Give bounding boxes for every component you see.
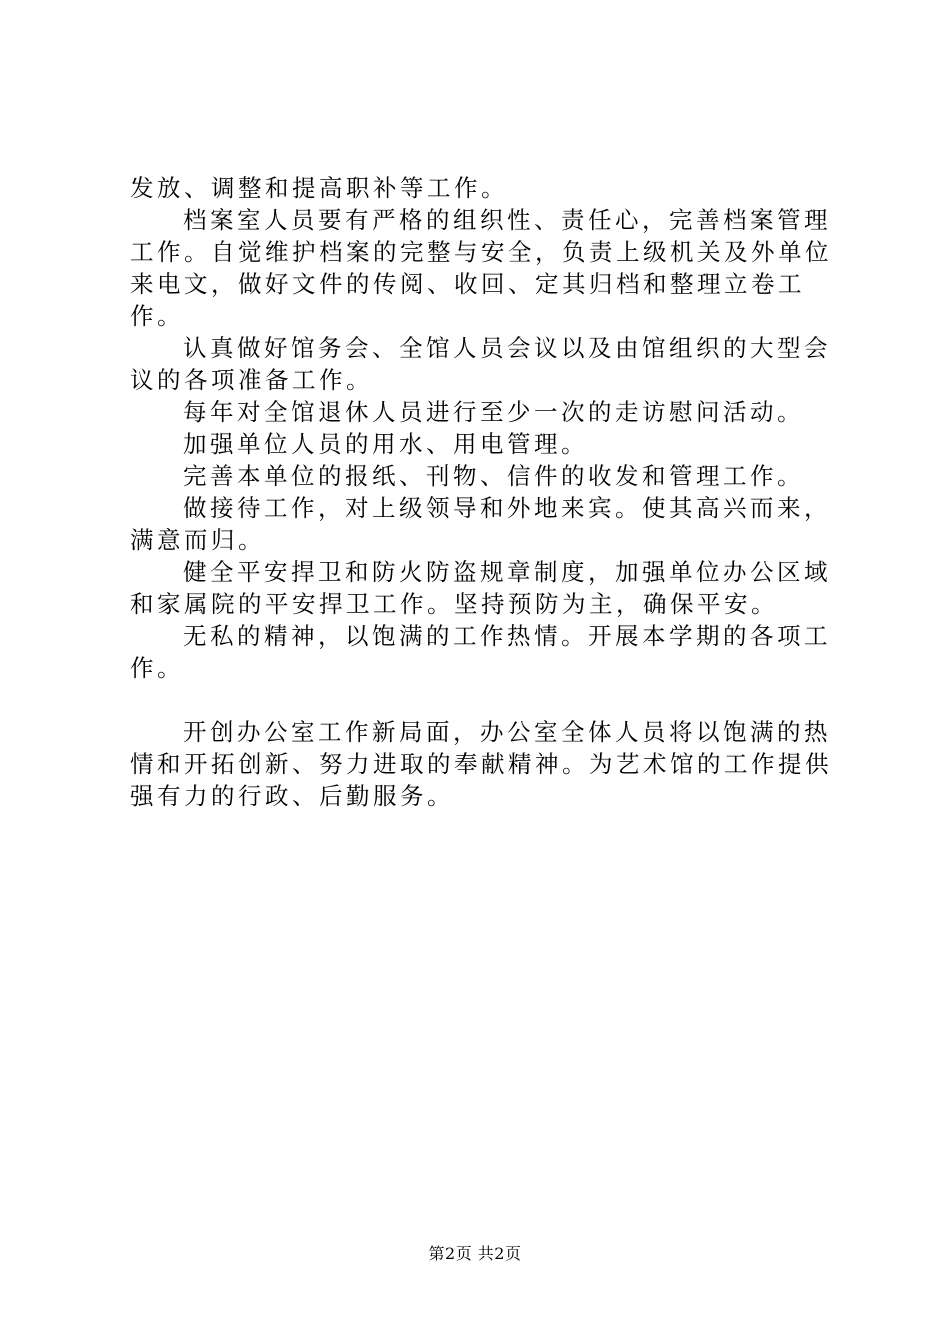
paragraph-spacer (130, 684, 852, 716)
paragraph-spirit: 无私的精神，以饱满的工作热情。开展本学期的各项工作。 (130, 622, 831, 682)
paragraph-reception: 做接待工作，对上级领导和外地来宾。使其高兴而来，满意而归。 (130, 494, 831, 554)
page-number: 第2页 共2页 (428, 1244, 522, 1263)
paragraph-conclusion: 开创办公室工作新局面，办公室全体人员将以饱满的热情和开拓创新、努力进取的奉献精神。为艺术馆的工作提供强有力的行政、后勤服务。 (130, 718, 832, 810)
paragraph-continuation: 发放、调整和提高职补等工作。 (130, 174, 508, 202)
paragraph-mail: 完善本单位的报纸、刊物、信件的收发和管理工作。 (183, 462, 804, 490)
paragraph-meetings: 认真做好馆务会、全馆人员会议以及由馆组织的大型会议的各项准备工作。 (130, 334, 831, 394)
paragraph-utilities: 加强单位人员的用水、用电管理。 (183, 430, 588, 458)
document-body (130, 172, 852, 812)
paragraph-security: 健全平安捍卫和防火防盗规章制度，加强单位办公区域和家属院的平安捍卫工作。坚持预防为主，确保平安。 (130, 558, 831, 618)
paragraph-retiree-visits: 每年对全馆退休人员进行至少一次的走访慰问活动。 (183, 398, 804, 426)
paragraph-archives: 档案室人员要有严格的组织性、责任心，完善档案管理工作。自觉维护档案的完整与安全，负责上级机关及外单位来电文，做好文件的传阅、收回、定其归档和整理立卷工作。 (130, 206, 832, 330)
